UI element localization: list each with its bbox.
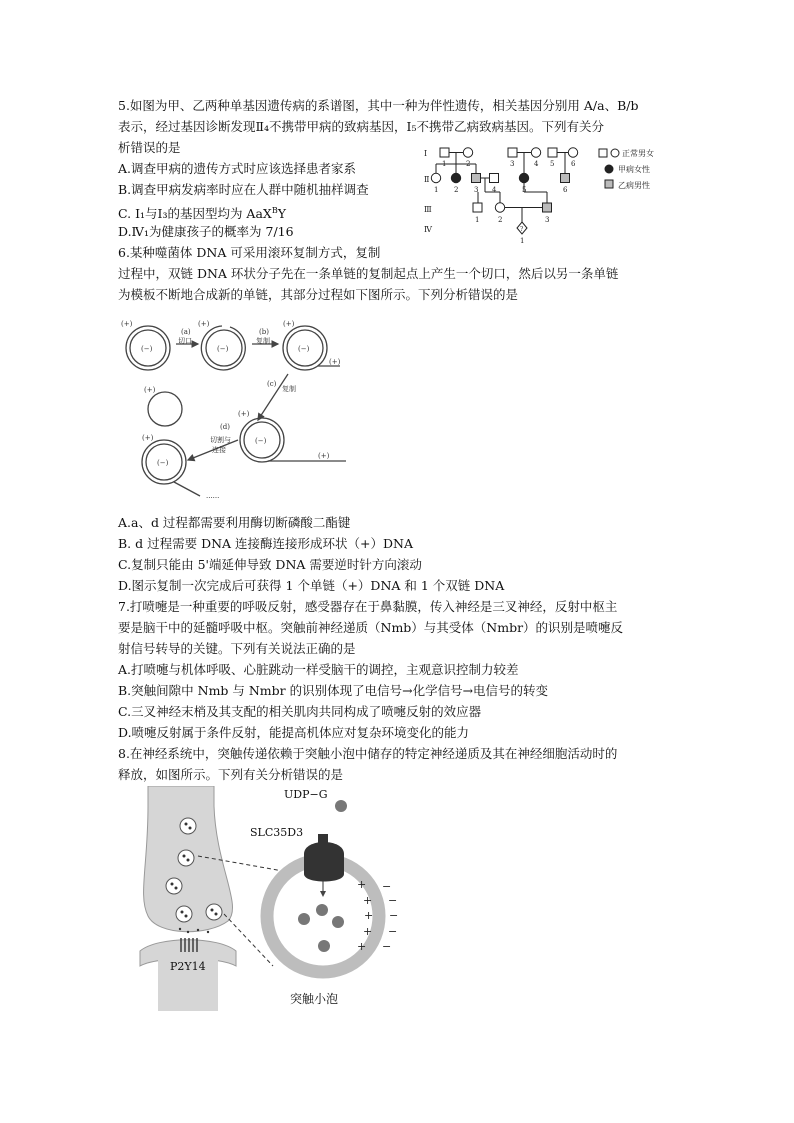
svg-text:−: − [382,940,392,953]
svg-text:1: 1 [442,160,447,168]
step-c-label: 复制 [282,385,296,393]
svg-text:1: 1 [520,237,525,245]
legend-disease-a-female: 甲病女性 [618,165,650,174]
step-d: (d) [220,423,230,431]
gen-label-3: Ⅲ [424,205,432,214]
gen-label-1: Ⅰ [424,149,428,158]
rolling-circle-diagram [118,312,363,500]
q5-option-c-tail: Y [277,206,286,222]
svg-text:−: − [389,909,399,922]
q5-line2: 表示，经过基因诊断发现Ⅱ₄不携带甲病的致病基因，Ⅰ₅不携带乙病致病基因。下列有关分 [118,119,604,134]
q5-option-d: D.Ⅳ₁为健康孩子的概率为 7/16 [118,224,294,239]
svg-text:−: − [382,880,392,893]
strand-plus-3: (+) [283,320,295,328]
q8-line1: 8.在神经系统中，突触传递依赖于突触小泡中储存的特定神经递质及其在神经细胞活动时的 [118,746,618,761]
svg-text:1: 1 [434,186,439,194]
svg-text:2: 2 [454,186,459,194]
strand-minus-1: (−) [141,345,153,353]
pedigree-diagram [422,140,678,248]
q6-line2: 过程中，双链 DNA 环状分子先在一条单链的复制起点上产生一个切口，然后以另一条单链 [118,266,619,281]
p2y14-label: P2Y14 [170,960,206,973]
slc35d3-transporter [304,842,344,882]
strand-minus-2: (−) [217,345,229,353]
q7-line1: 7.打喷嚏是一种重要的呼吸反射，感受器存在于鼻黏膜，传入神经是三叉神经，反射中枢主 [118,599,618,614]
step-c: (c) [267,380,277,388]
q7-line2: 要是脑干中的延髓呼吸中枢。突触前神经递质（Nmb）与其受体（Nmbr）的识别是喷嚏反 [118,620,624,635]
svg-text:3: 3 [510,160,515,168]
step-a: (a) [181,328,191,336]
svg-text:+: + [364,909,374,922]
svg-text:+: + [357,940,367,953]
q5-option-b: B.调查甲病发病率时应在人群中随机抽样调查 [118,182,369,197]
svg-text:+: + [363,925,373,938]
slc35d3-label: SLC35D3 [250,826,304,839]
svg-text:2: 2 [498,216,503,224]
svg-text:6: 6 [563,186,568,194]
step-a-label: 切口 [178,337,192,345]
svg-text:−: − [388,894,398,907]
q6-option-c: C.复制只能由 5'端延伸导致 DNA 需要逆时针方向滚动 [118,557,422,572]
q6-option-b: B. d 过程需要 DNA 连接酶连接形成环状（+）DNA [118,536,414,551]
synapse-figure [118,786,418,1011]
q8-line2: 释放，如图所示。下列有关分析错误的是 [118,767,344,782]
q7-option-d: D.喷嚏反射属于条件反射，能提高机体应对复杂环境变化的能力 [118,725,470,740]
q5-option-c-text: C. Ⅰ₁与Ⅰ₃的基因型均为 AaX [118,206,272,222]
svg-text:2: 2 [466,160,471,168]
svg-text:3: 3 [545,216,550,224]
q6-line3: 为模板不断地合成新的单链，其部分过程如下图所示。下列分析错误的是 [118,287,519,302]
svg-text:4: 4 [534,160,539,168]
svg-text:3: 3 [474,186,479,194]
svg-text:5: 5 [550,160,555,168]
legend-normal: 正常男女 [622,149,654,158]
q7-line3: 射信号转导的关键。下列有关说法正确的是 [118,641,356,656]
legend-disease-b-male: 乙病男性 [618,181,650,190]
strand-plus-tail-4: (+) [318,452,330,460]
strand-minus-4: (−) [255,437,267,445]
step-b-label: 复制 [256,337,270,345]
q5-line3: 析错误的是 [118,140,181,155]
svg-text:−: − [388,925,398,938]
continuation-dots: ...... [206,492,220,500]
svg-text:+: + [357,878,367,891]
svg-text:6: 6 [571,160,576,168]
gen-label-4: Ⅳ [424,225,432,234]
strand-plus-2: (+) [198,320,210,328]
strand-plus-4: (+) [238,410,250,418]
step-d-label-2: 连接 [212,446,226,454]
svg-text:?: ? [520,226,524,233]
q5-option-c [118,201,286,224]
q6-option-d: D.图示复制一次完成后可获得 1 个单链（+）DNA 和 1 个双链 DNA [118,578,505,593]
q5-option-a: A.调查甲病的遗传方式时应该选择患者家系 [118,161,357,176]
svg-text:1: 1 [475,216,480,224]
q7-option-a: A.打喷嚏与机体呼吸、心脏跳动一样受脑干的调控，主观意识控制力较差 [118,662,519,677]
strand-plus-1: (+) [121,320,133,328]
q7-option-b: B.突触间隙中 Nmb 与 Nmbr 的识别体现了电信号→化学信号→电信号的转变 [118,683,549,698]
q6-option-a: A.a、d 过程都需要利用酶切断磷酸二酯键 [118,515,351,530]
vesicle-label: 突触小泡 [290,992,339,1006]
udp-g-label: UDP−G [284,788,328,801]
svg-text:5: 5 [522,186,527,194]
strand-plus-5: (+) [142,434,154,442]
svg-text:4: 4 [492,186,497,194]
strand-minus-3: (−) [298,345,310,353]
step-b: (b) [259,328,269,336]
svg-text:+: + [363,894,373,907]
q6-line1: 6.某种噬菌体 DNA 可采用滚环复制方式，复制 [118,245,381,260]
q5-line1: 5.如图为甲、乙两种单基因遗传病的系谱图，其中一种为伴性遗传，相关基因分别用 A/a、B/b [118,98,639,113]
strand-plus-single: (+) [144,386,156,394]
gen-label-2: Ⅱ [424,175,430,184]
step-d-label-1: 切割与 [210,436,231,444]
strand-plus-tail-3: (+) [329,358,341,366]
q5-option-c-sup: B [271,206,278,215]
q7-option-c: C.三叉神经末梢及其支配的相关肌肉共同构成了喷嚏反射的效应器 [118,704,482,719]
strand-minus-5: (−) [157,459,169,467]
